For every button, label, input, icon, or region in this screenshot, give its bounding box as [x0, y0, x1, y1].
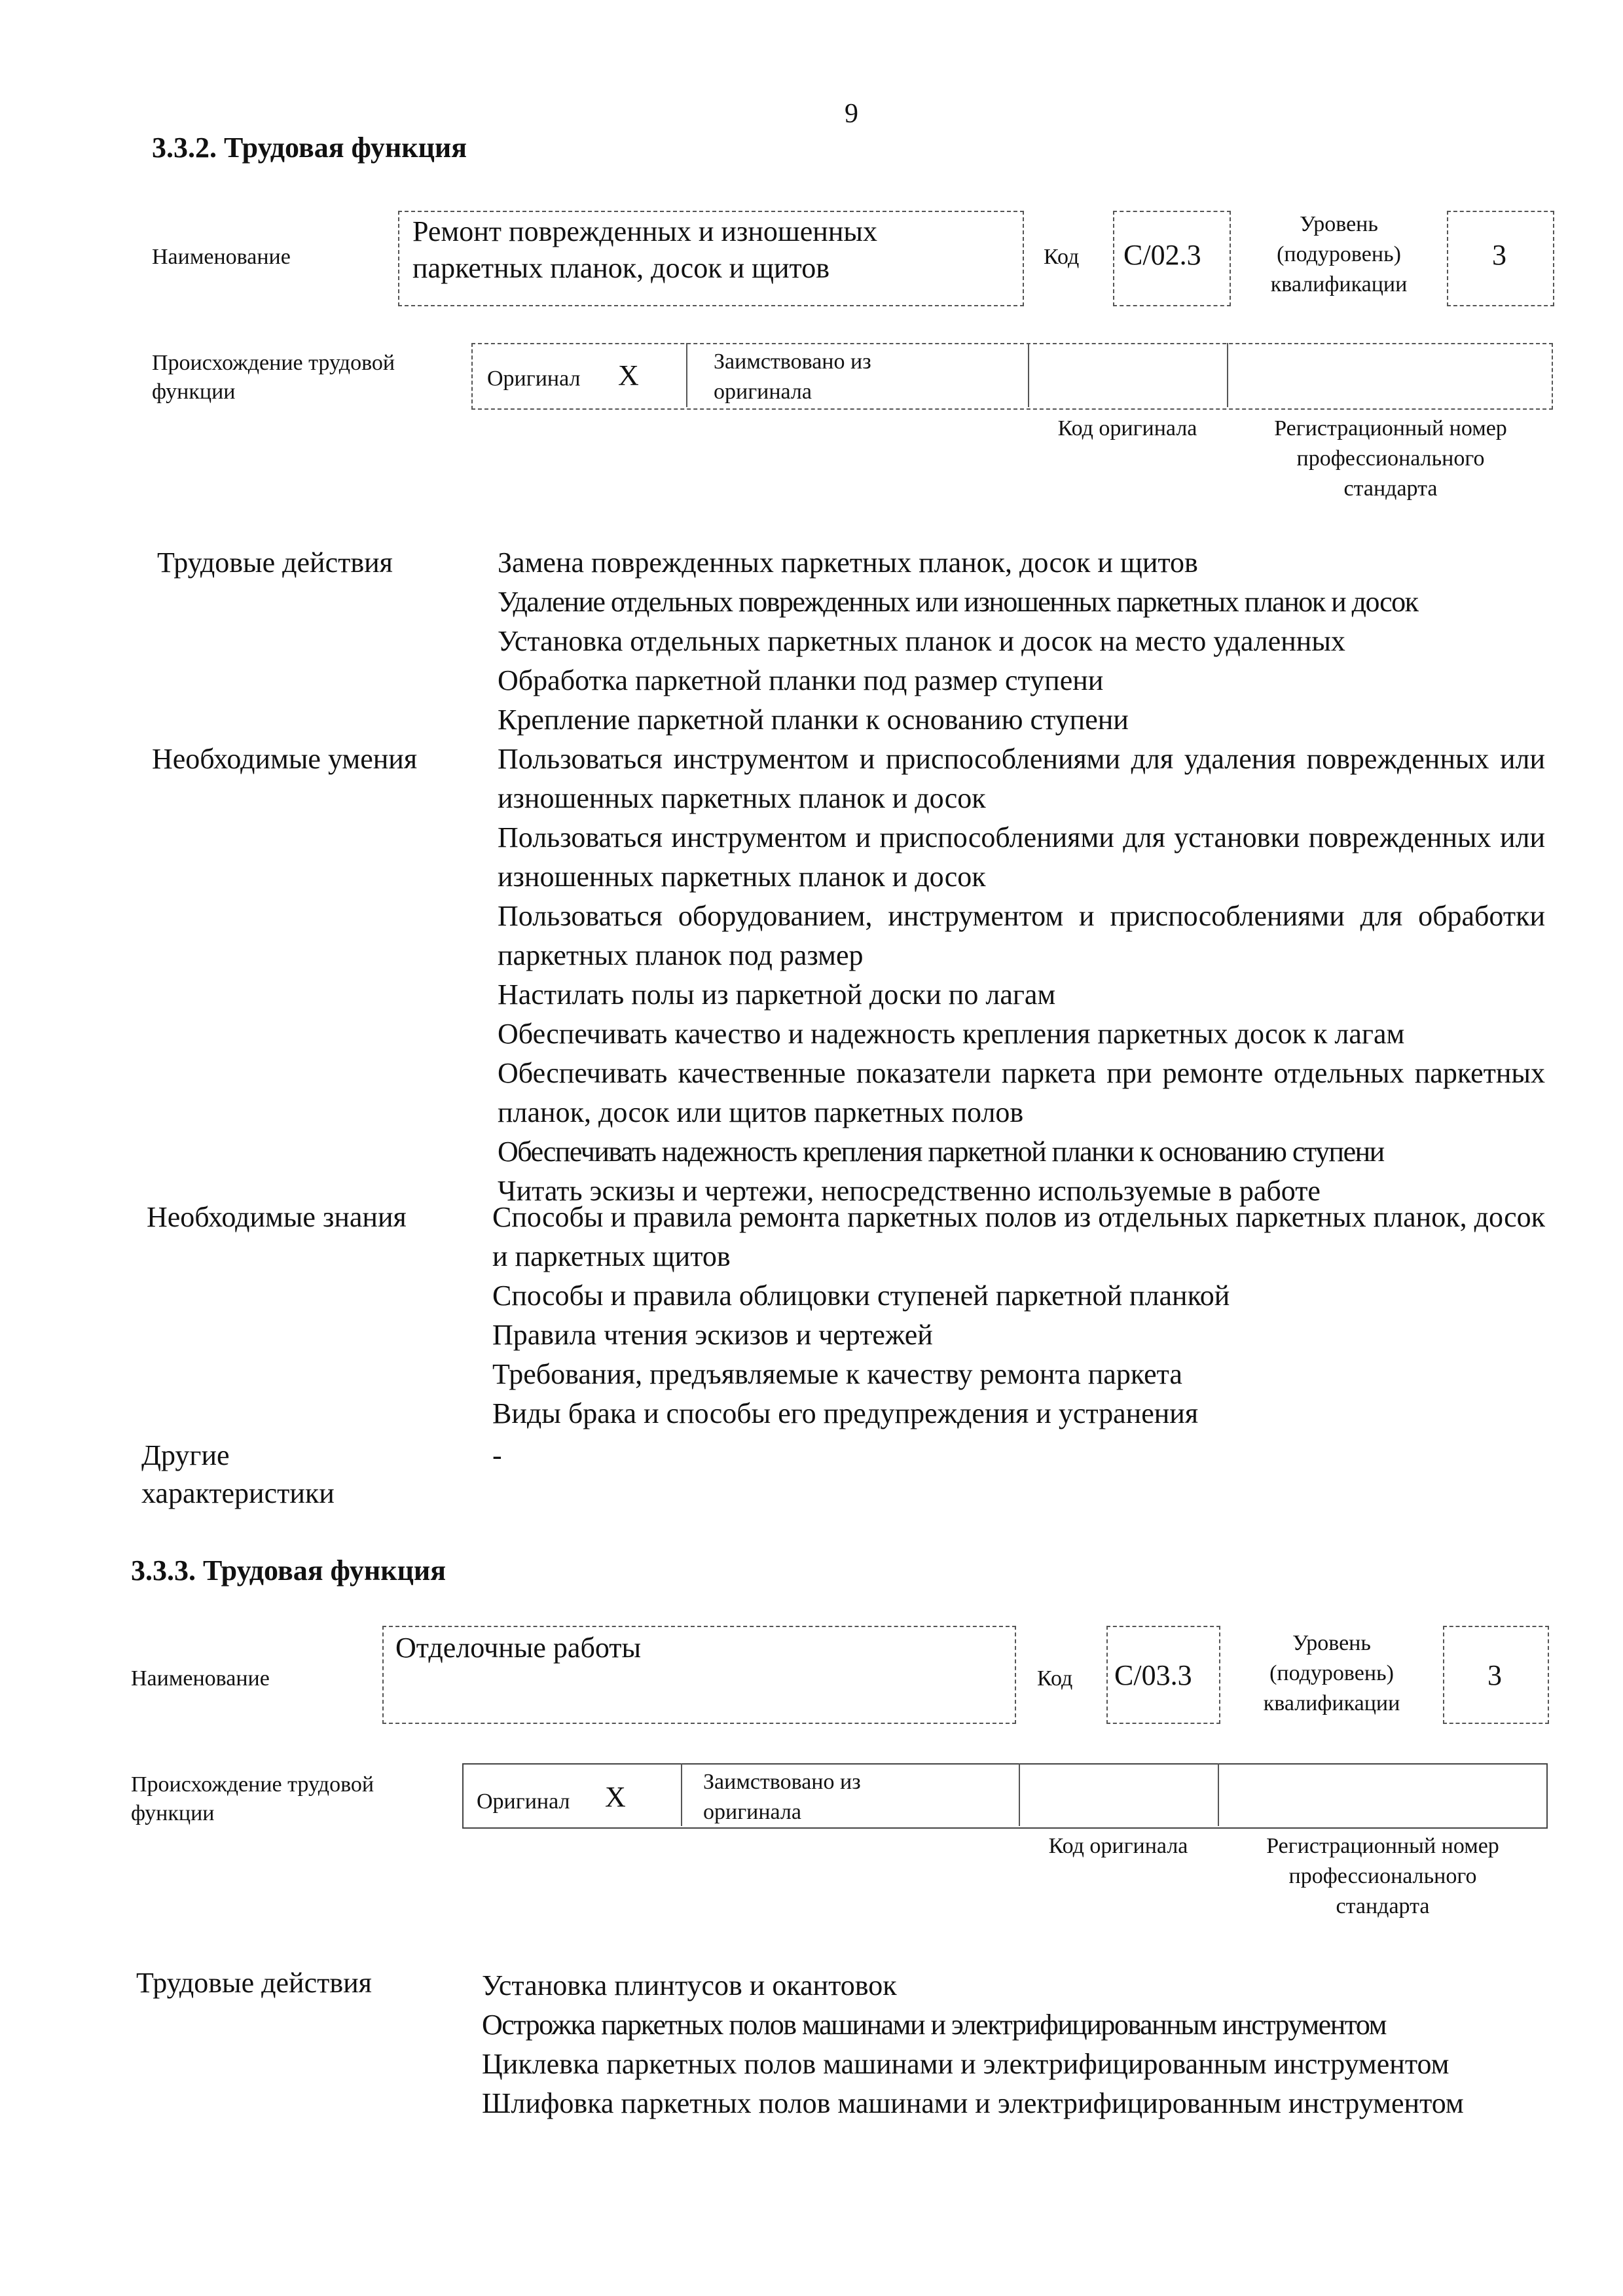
reg-label-line1: Регистрационный номер: [1274, 416, 1507, 440]
list-item: Установка плинтусов и окантовок: [482, 1969, 897, 2001]
reg-label-line3: стандарта: [1343, 476, 1438, 501]
list-item: Обеспечивать качество и надежность крепления паркетных досок к лагам: [498, 1018, 1405, 1050]
level-label-line1: Уровень: [1300, 212, 1378, 236]
list-item: Пользоваться оборудованием, инструментом и приспособлениями для обработки паркетных планок под размер: [498, 900, 1545, 971]
list-item: Обеспечивать надежность крепления паркетной планки к основанию ступени: [498, 1136, 1384, 1168]
code-label: Код: [1044, 245, 1080, 269]
code-value: С/03.3: [1114, 1659, 1192, 1691]
origin-label-line1: Происхождение трудовой: [152, 351, 395, 375]
skills-label: Необходимые умения: [152, 743, 418, 775]
level-value: 3: [1487, 1659, 1502, 1691]
section-title-332: 3.3.2. Трудовая функция: [152, 132, 467, 164]
actions-list: [482, 1966, 1536, 2123]
origin-label-line2: функции: [131, 1801, 215, 1825]
borrowed-label-line1: Заимствовано из: [703, 1770, 861, 1794]
list-item: Пользоваться инструментом и приспособлениями для удаления поврежденных или изношенных паркетных планок и досок: [498, 743, 1545, 814]
original-mark: X: [605, 1781, 626, 1813]
actions-label: Трудовые действия: [157, 547, 393, 579]
section-title-333: 3.3.3. Трудовая функция: [131, 1554, 447, 1587]
knowledge-label: Необходимые знания: [147, 1201, 407, 1233]
code-label: Код: [1037, 1666, 1073, 1691]
level-value: 3: [1492, 239, 1506, 271]
level-label-line2: (подуровень): [1269, 1661, 1394, 1685]
reg-label-line2: профессионального: [1288, 1864, 1477, 1888]
reg-label-line1: Регистрационный номер: [1266, 1834, 1499, 1858]
borrowed-label-line1: Заимствовано из: [714, 350, 871, 374]
original-label: Оригинал: [477, 1789, 570, 1814]
other-label-line2: характеристики: [141, 1477, 335, 1509]
list-item: Циклевка паркетных полов машинами и электрифицированным инструментом: [482, 2048, 1450, 2080]
name-value: Отделочные работы: [395, 1632, 642, 1664]
origin-divider-2: [1019, 1763, 1020, 1826]
code-original-label: Код оригинала: [1048, 1834, 1188, 1858]
list-item: Способы и правила ремонта паркетных полов из отдельных паркетных планок, досок и паркетных щитов: [492, 1201, 1545, 1272]
name-value-line2: паркетных планок, досок и щитов: [412, 252, 830, 284]
level-label-line2: (подуровень): [1277, 242, 1401, 266]
actions-list: [498, 543, 1545, 740]
level-label-line3: квалификации: [1263, 1691, 1400, 1715]
list-item: Замена поврежденных паркетных планок, досок и щитов: [498, 547, 1198, 579]
list-item: Удаление отдельных поврежденных или изношенных паркетных планок и досок: [498, 586, 1418, 618]
origin-divider-2: [1028, 343, 1029, 407]
list-item: Читать эскизы и чертежи, непосредственно используемые в работе: [498, 1175, 1321, 1207]
level-label-line3: квалификации: [1270, 272, 1408, 296]
borrowed-label-line2: оригинала: [714, 380, 812, 404]
reg-label-line3: стандарта: [1336, 1894, 1430, 1918]
list-item: Установка отдельных паркетных планок и досок на место удаленных: [498, 625, 1345, 657]
name-label: Наименование: [131, 1666, 270, 1691]
code-original-label: Код оригинала: [1057, 416, 1197, 440]
name-label: Наименование: [152, 245, 291, 269]
list-item: Обеспечивать качественные показатели паркета при ремонте отдельных паркетных планок, досок или щитов паркетных полов: [498, 1057, 1545, 1128]
list-item: Правила чтения эскизов и чертежей: [492, 1319, 933, 1351]
origin-label-line2: функции: [152, 380, 236, 404]
list-item: Крепление паркетной планки к основанию ступени: [498, 704, 1129, 736]
borrowed-label-line2: оригинала: [703, 1800, 801, 1824]
origin-divider-1: [681, 1763, 682, 1826]
list-item: Пользоваться инструментом и приспособлениями для установки поврежденных или изношенных паркетных планок и досок: [498, 821, 1545, 893]
list-item: Способы и правила облицовки ступеней паркетной планкой: [492, 1280, 1230, 1312]
page-number: 9: [845, 99, 858, 129]
level-label-line1: Уровень: [1292, 1631, 1371, 1655]
origin-label-line1: Происхождение трудовой: [131, 1772, 374, 1797]
list-item: Настилать полы из паркетной доски по лагам: [498, 978, 1056, 1011]
origin-divider-1: [686, 343, 687, 407]
list-item: Шлифовка паркетных полов машинами и электрифицированным инструментом: [482, 2087, 1464, 2119]
code-value: С/02.3: [1123, 239, 1201, 271]
original-mark: X: [618, 359, 639, 391]
list-item: Виды брака и способы его предупреждения и устранения: [492, 1397, 1199, 1429]
origin-divider-3: [1227, 343, 1228, 407]
list-item: Острожка паркетных полов машинами и электрифицированным инструментом: [482, 2009, 1386, 2041]
knowledge-list: [492, 1198, 1545, 1433]
other-value: -: [492, 1439, 502, 1471]
original-label: Оригинал: [487, 367, 581, 391]
other-label-line1: Другие: [141, 1439, 230, 1471]
actions-label: Трудовые действия: [136, 1967, 372, 1999]
origin-divider-3: [1218, 1763, 1219, 1826]
reg-label-line2: профессионального: [1296, 446, 1485, 471]
skills-list: [498, 740, 1545, 1211]
list-item: Требования, предъявляемые к качеству ремонта паркета: [492, 1358, 1182, 1390]
list-item: Обработка паркетной планки под размер ступени: [498, 664, 1104, 696]
name-value-line1: Ремонт поврежденных и изношенных: [412, 215, 877, 247]
